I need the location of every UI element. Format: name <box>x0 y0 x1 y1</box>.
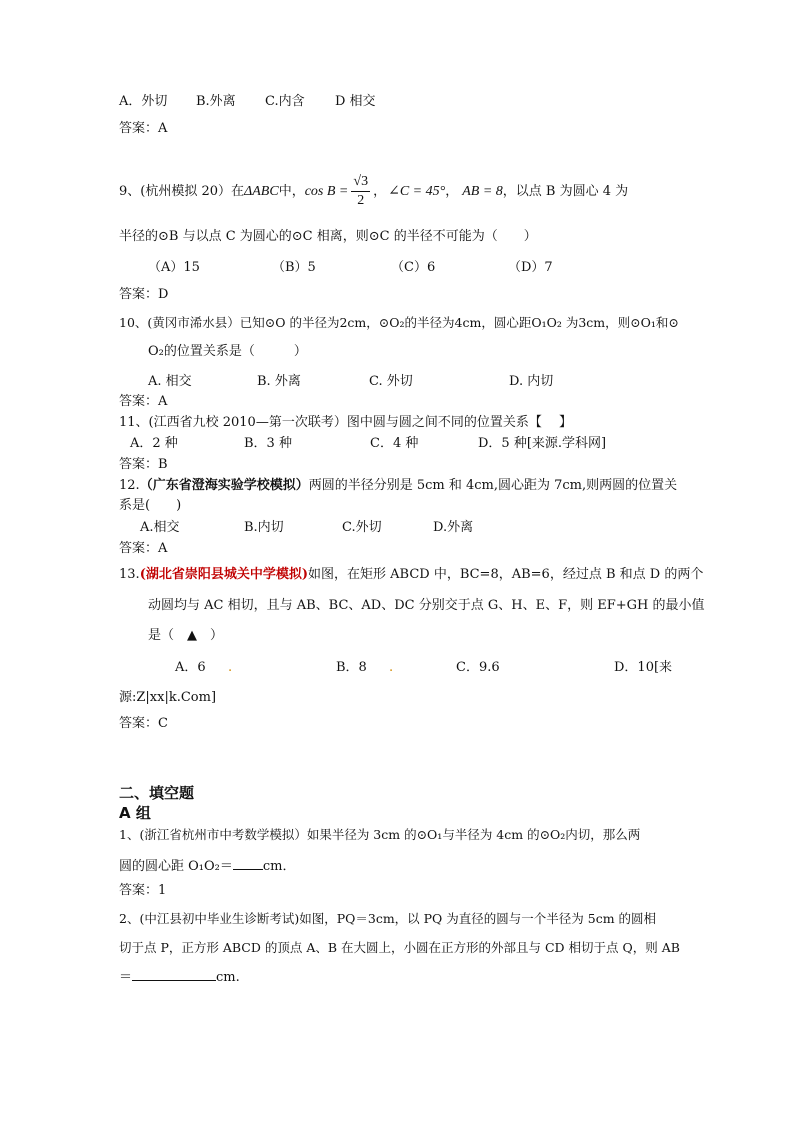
q10-line1: 10、(黄冈市浠水县）已知⊙O 的半径为2cm，⊙O₂的半径为4cm，圆心距O₁O₂ 为3cm，则⊙O₁和⊙ <box>119 315 679 330</box>
q12-number: 12. <box>119 478 140 493</box>
fill2-blank[interactable] <box>132 966 216 981</box>
q10-option-d: D. 内切 <box>509 374 554 389</box>
q9-ab: AB = 8 <box>462 184 503 199</box>
q13-text: 如图，在矩形 ABCD 中，BC=8，AB=6，经过点 B 和点 D 的两个 <box>308 567 704 582</box>
q9-options <box>148 259 553 277</box>
q9-fraction-num: √3 <box>351 173 370 192</box>
q10-options <box>148 373 553 391</box>
q12-answer: 答案：A <box>119 541 168 556</box>
q9-angle: ∠C = 45° <box>388 184 446 199</box>
q10-option-c: C. 外切 <box>369 374 413 389</box>
q8-option-a: A．外切 <box>119 94 168 109</box>
q8-option-d: D 相交 <box>335 94 376 109</box>
fill1-blank[interactable] <box>233 855 263 870</box>
q9-option-b: （B）5 <box>272 260 316 275</box>
fill1-line1: 1、(浙江省杭州市中考数学模拟）如果半径为 3cm 的⊙O₁与半径为 4cm 的⊙O₂内切，那么两 <box>119 827 641 842</box>
q9-line1: 9、(杭州模拟 20）在ΔABC中，cos B = $\frac{√3}{2}$ ， ∠C = 45°， AB = 8，以点 B 为圆心 4 为 <box>119 174 629 208</box>
q12-line2: 系是( ) <box>119 498 182 513</box>
q13-option-c: C．9.6 <box>456 660 500 675</box>
q8-option-b: B.外离 <box>196 94 236 109</box>
q10-answer: 答案：A <box>119 394 168 409</box>
fill2-line3 <box>119 966 240 987</box>
q11-line1: 11、(江西省九校 2010—第一次联考）图中圆与圆之间不同的位置关系【 】 <box>119 415 572 430</box>
q13-option-a: A．6 <box>175 660 206 675</box>
q8-options <box>119 93 376 111</box>
q12-option-b: B.内切 <box>244 520 284 535</box>
q9-option-c: （C）6 <box>391 260 436 275</box>
q13-line1 <box>119 566 703 584</box>
fill2-line2: 切于点 P，正方形 ABCD 的顶点 A、B 在大圆上，小圆在正方形的外部且与 CD 相切于点 Q，则 AB <box>119 940 680 955</box>
q9-fraction <box>351 173 370 210</box>
fill1-line2 <box>119 855 295 876</box>
q13-source: (湖北省崇阳县城关中学模拟) <box>139 567 308 582</box>
q12-text: 两圆的半径分别是 5cm 和 4cm,圆心距为 7cm,则两圆的位置关 <box>308 478 678 493</box>
q11-option-d: D．5 种[来源.学科网] <box>478 436 607 451</box>
fill2-unit: cm. <box>216 970 240 985</box>
q11-option-c: C．4 种 <box>370 436 419 451</box>
q9-line2: 半径的⊙B 与以点 C 为圆心的⊙C 相离，则⊙C 的半径不可能为（ ） <box>119 229 537 244</box>
fill1-answer: 答案：1 <box>119 883 167 898</box>
q12-option-a: A.相交 <box>140 520 180 535</box>
q12-options <box>140 519 473 537</box>
fill1-text: 圆的圆心距 O₁O₂＝ <box>119 859 233 874</box>
q13-option-b: B．8 <box>336 660 367 675</box>
q12-option-d: D.外离 <box>433 520 474 535</box>
q9-triangle: ΔABC <box>244 184 279 199</box>
q13-option-d: D．10[来 <box>614 660 673 675</box>
q9-fraction-den: 2 <box>357 193 365 208</box>
q10-line2: O₂的位置关系是（ ） <box>148 344 307 359</box>
q12-line1 <box>119 477 677 495</box>
q12-source: （广东省澄海实验学校模拟） <box>139 478 309 493</box>
q9-mid: 中， <box>278 184 305 199</box>
q10-option-a: A. 相交 <box>148 374 192 389</box>
q9-option-d: （D）7 <box>508 260 553 275</box>
q13-dot-1: . <box>228 660 233 675</box>
q10-option-b: B. 外离 <box>257 374 301 389</box>
q11-answer: 答案：B <box>119 457 168 472</box>
q13-number: 13. <box>119 567 140 582</box>
q13-options <box>175 659 672 677</box>
q13-answer: 答案：C <box>119 716 168 731</box>
fill2-line1: 2、(中江县初中毕业生诊断考试)如图，PQ＝3cm，以 PQ 为直径的圆与一个半径为 5cm 的圆相 <box>119 911 657 926</box>
q12-option-c: C.外切 <box>342 520 382 535</box>
q9-prefix: 9、(杭州模拟 20）在 <box>119 184 245 199</box>
group-title: A 组 <box>119 804 151 822</box>
q8-answer: 答案：A <box>119 121 168 136</box>
fill2-eq: ＝ <box>119 970 133 985</box>
q9-cos: cos B = <box>304 184 349 199</box>
section-title: 二、填空题 <box>119 784 195 802</box>
q13-dot-2: . <box>389 660 394 675</box>
q11-options <box>130 435 606 453</box>
q11-option-b: B．3 种 <box>244 436 292 451</box>
q11-option-a: A．2 种 <box>130 436 178 451</box>
q9-tail: ，以点 B 为圆心 4 为 <box>502 184 629 199</box>
q9-option-a: （A）15 <box>148 260 200 275</box>
q13-line5: 源:Z|xx|k.Com] <box>119 690 217 705</box>
q8-option-c: C.内含 <box>265 94 305 109</box>
q13-line3: 是（ ▲ ） <box>148 628 223 643</box>
fill1-unit: cm． <box>262 859 296 874</box>
q13-line2: 动圆均与 AC 相切，且与 AB、BC、AD、DC 分别交于点 G、H、E、F，则 EF+GH 的最小值 <box>148 598 705 613</box>
q9-answer: 答案：D <box>119 287 169 302</box>
